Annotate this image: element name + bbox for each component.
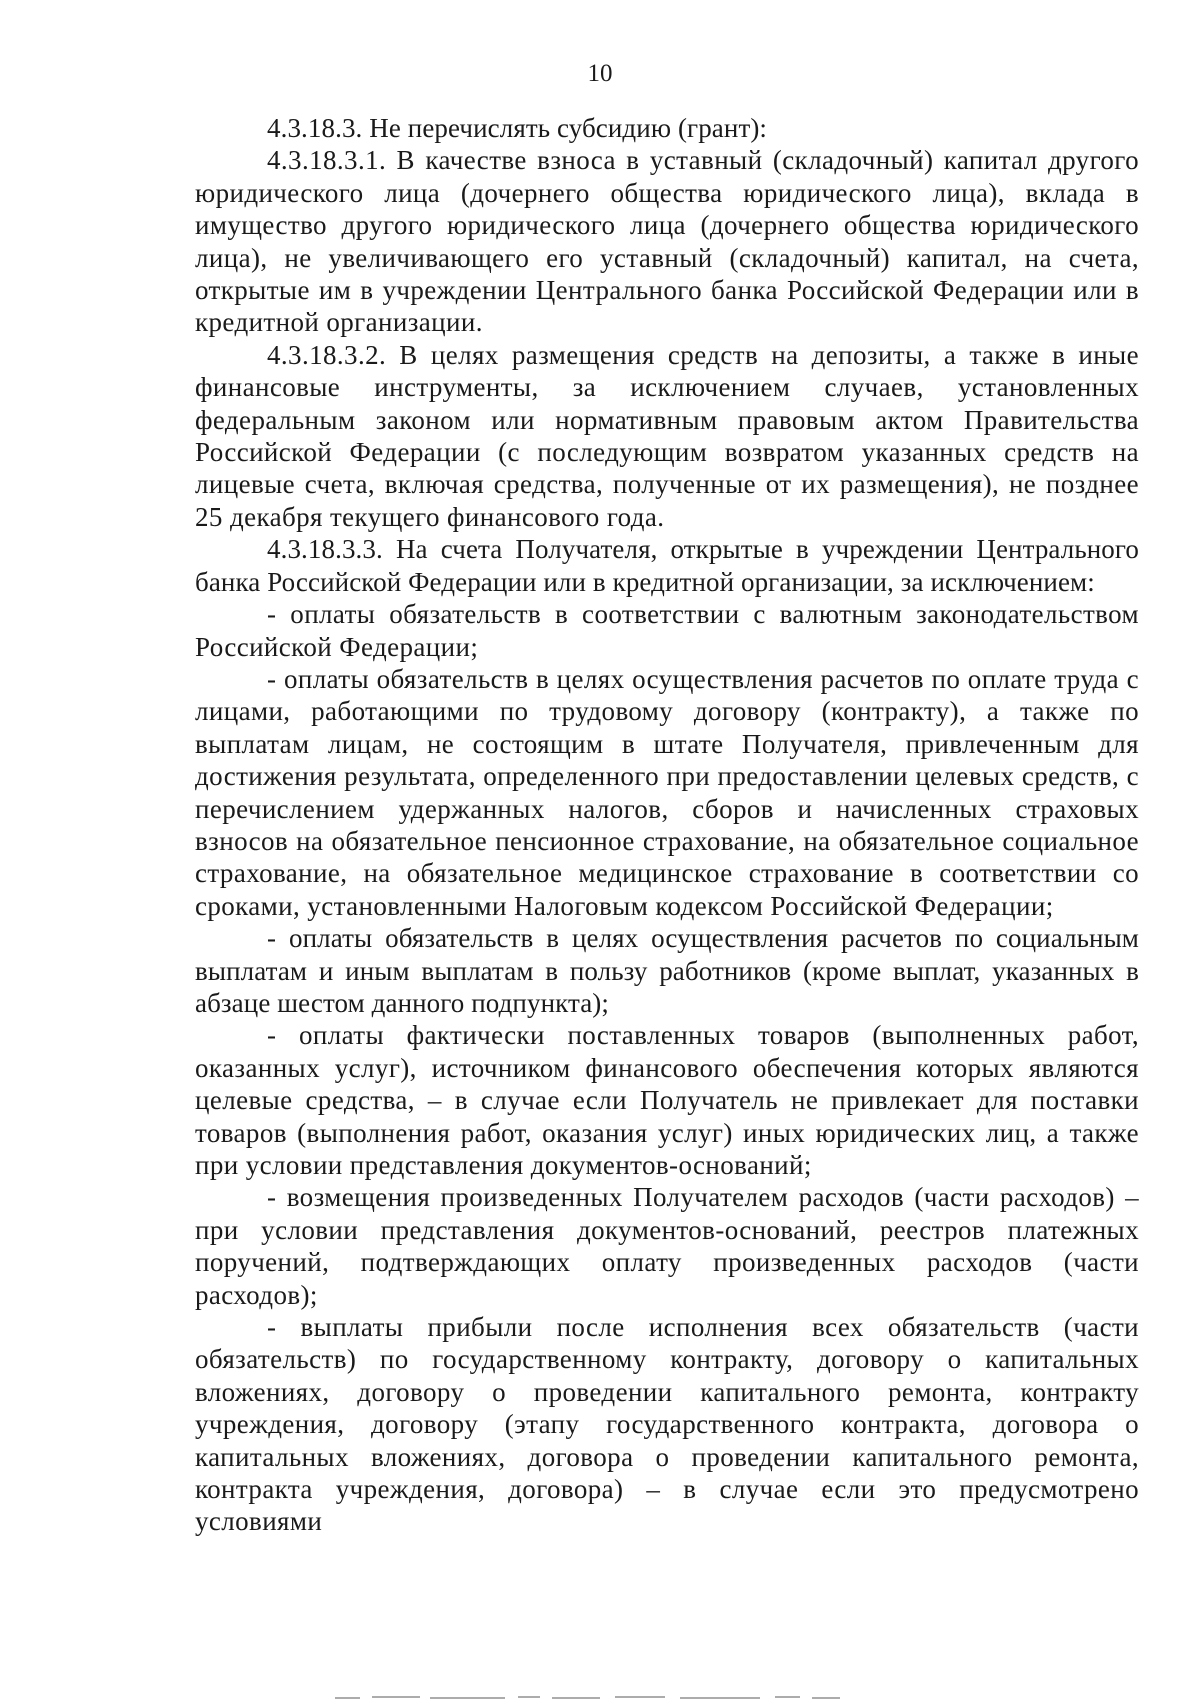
list-item-currency-obligations: - оплаты обязательств в соответствии с валютным законодательством Российской Федерации; <box>195 599 1139 662</box>
list-item-goods-payments: - оплаты фактически поставленных товаров (выполненных работ, оказанных услуг), источником финансового обеспечения которых являются целевые средства, – в случае если Получатель не привлекает для поставки товаров (выполнения работ, оказания услуг) иных юридических лиц, а также при условии представления документов-оснований; <box>195 1020 1139 1180</box>
document-body <box>195 112 1139 1538</box>
paragraph-4-3-18-3-1: 4.3.18.3.1. В качестве взноса в уставный (складочный) капитал другого юридического лица (дочернего общества юридического лица), вклада в имущество другого юридического лица (дочернего общества юридического лица), не увеличивающего его уставный (складочный) капитал, на счета, открытые им в учреждении Центрального банка Российской Федерации или в кредитной организации. <box>195 145 1139 338</box>
list-item-profit-payments: - выплаты прибыли после исполнения всех обязательств (части обязательств) по государственному контракту, договору о капитальных вложениях, договору о проведении капитального ремонта, контракту учреждения, договору (этапу государственного контракта, договора о капитальных вложениях, договора о проведении капитального ремонта, контракта учреждения, договора) – в случае если это предусмотрено условиями <box>195 1312 1139 1537</box>
scan-edge-marks <box>0 1687 1200 1707</box>
paragraph-4-3-18-3-2: 4.3.18.3.2. В целях размещения средств на депозиты, а также в иные финансовые инструменты, за исключением случаев, установленных федеральным законом или нормативным правовым актом Правительства Российской Федерации (с последующим возвратом указанных средств на лицевые счета, включая средства, полученные от их размещения), не позднее 25 декабря текущего финансового года. <box>195 339 1139 532</box>
paragraph-4-3-18-3: 4.3.18.3. Не перечислять субсидию (грант): <box>267 113 768 143</box>
list-item-expense-reimbursement: - возмещения произведенных Получателем расходов (части расходов) – при условии представления документов-оснований, реестров платежных поручений, подтверждающих оплату произведенных расходов (части расходов); <box>195 1182 1139 1310</box>
list-item-labor-payments: - оплаты обязательств в целях осуществления расчетов по оплате труда с лицами, работающими по трудовому договору (контракту), а также по выплатам лицам, не состоящим в штате Получателя, привлеченным для достижения результата, определенного при предоставлении целевых средств, с перечислением удержанных налогов, сборов и начисленных страховых взносов на обязательное пенсионное страхование, на обязательное социальное страхование, на обязательное медицинское страхование в соответствии со сроками, установленными Налоговым кодексом Российской Федерации; <box>195 663 1139 921</box>
paragraph-4-3-18-3-3: 4.3.18.3.3. На счета Получателя, открытые в учреждении Центрального банка Российской Федерации или в кредитной организации, за исключением: <box>195 534 1139 597</box>
page-number: 10 <box>587 60 613 87</box>
list-item-social-payments: - оплаты обязательств в целях осуществления расчетов по социальным выплатам и иным выплатам в пользу работников (кроме выплат, указанных в абзаце шестом данного подпункта); <box>195 923 1139 1018</box>
